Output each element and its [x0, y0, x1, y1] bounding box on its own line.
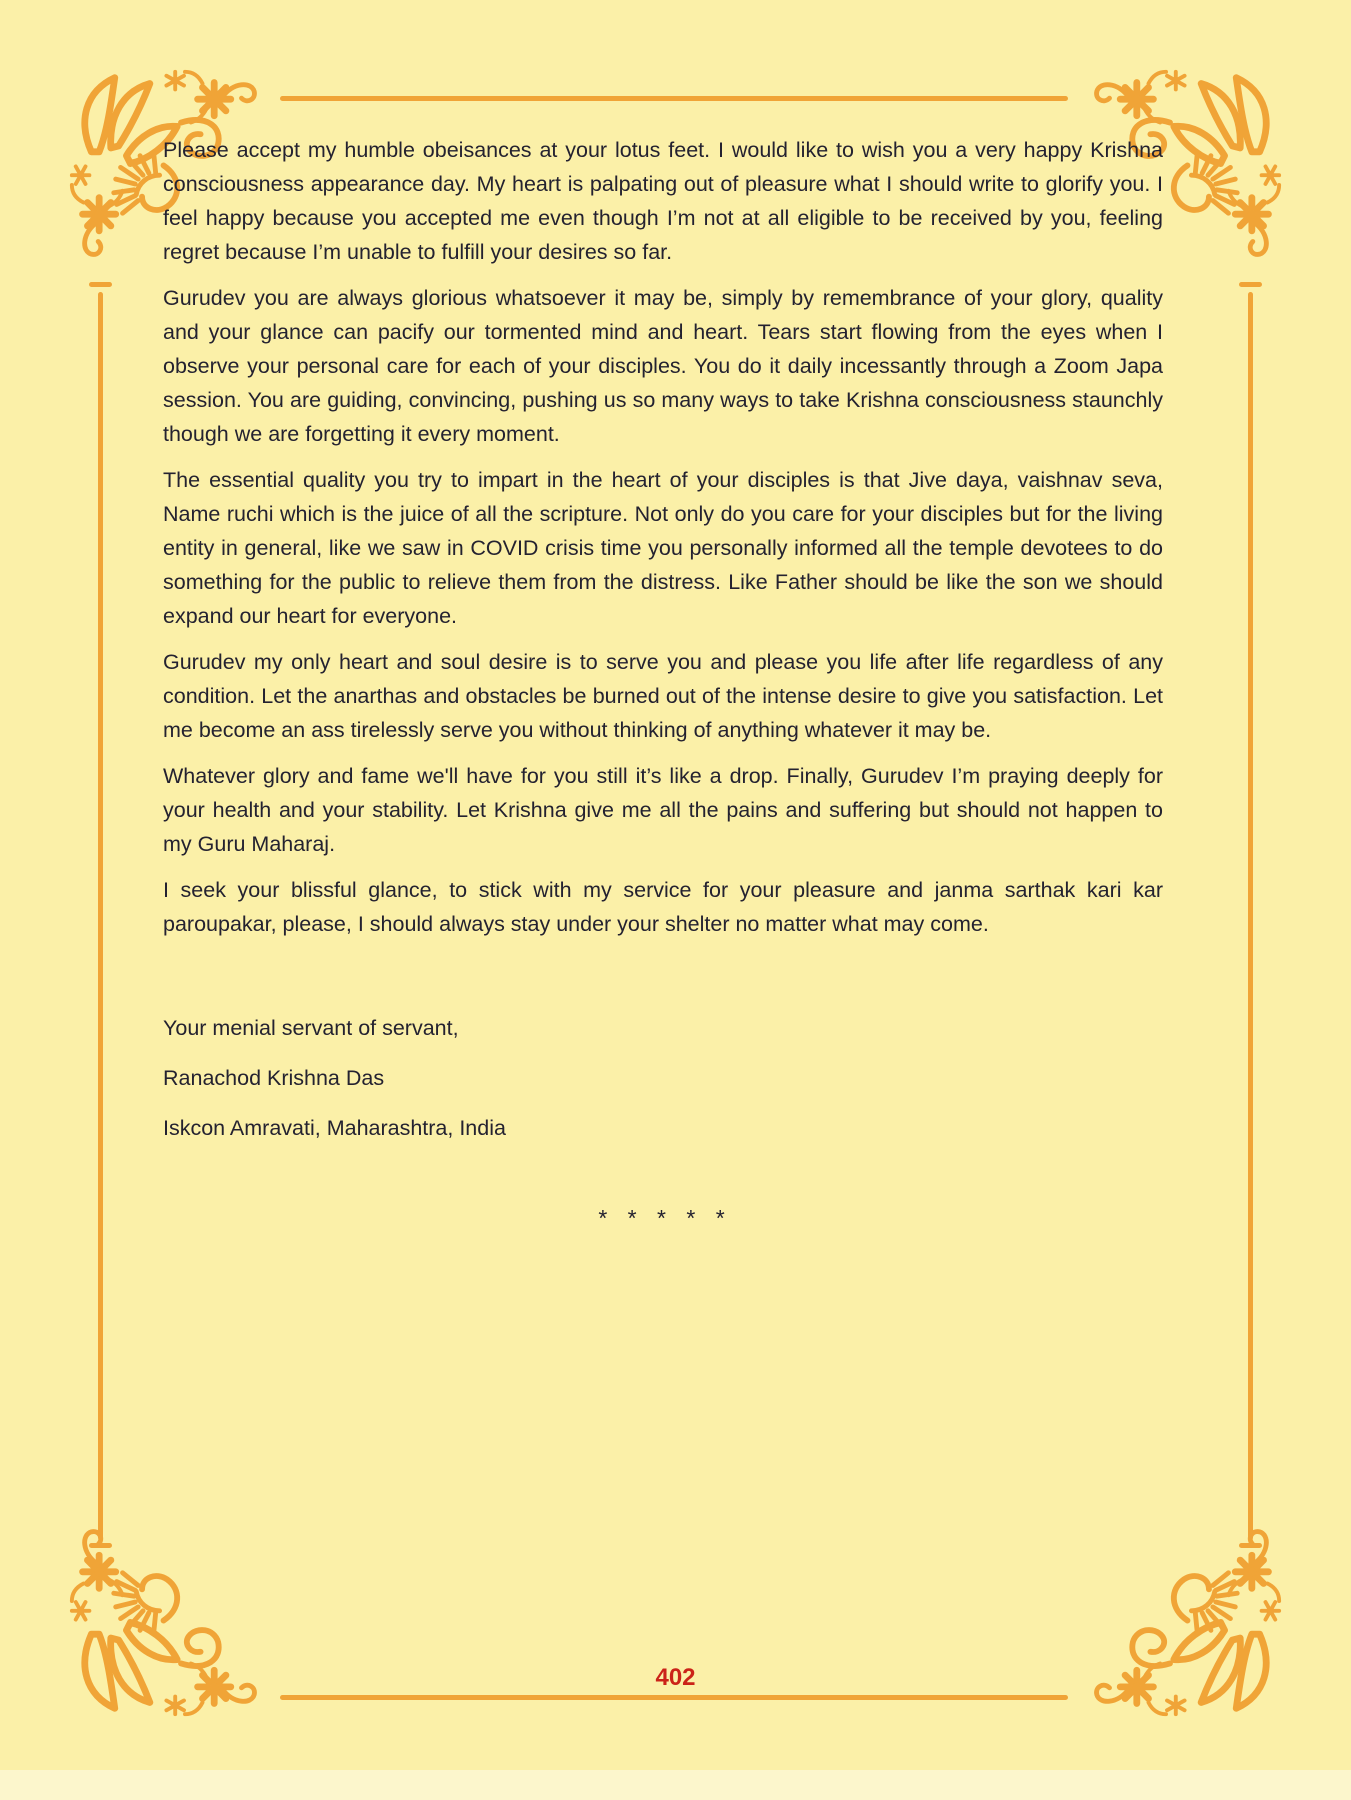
signature-line: Your menial servant of servant,: [163, 1016, 459, 1040]
letter-paragraph: Please accept my humble obeisances at your lotus feet. I would like to wish you a very happy Krishna consciousness appearance day. My heart is palpating out of pleasure what I should write to glorify you. I feel happy because you accepted me even though I’m not at all eligible to be received by you, feeling regret because I’m unable to fulfill your desires so far.: [163, 138, 1163, 264]
frame-border-left: [98, 292, 103, 1540]
letter-paragraph: Gurudev my only heart and soul desire is to serve you and please you life after life regardless of any condition. Let the anarthas and obstacles be burned out of the intense desire to give you satisfaction. Let me become an ass tirelessly serve you without thinking of anything whatever it may be.: [163, 650, 1163, 742]
frame-border-cap: [89, 1543, 112, 1548]
frame-border-bottom: [280, 1695, 1068, 1700]
frame-border-cap: [1239, 282, 1262, 287]
signature-line: Iskcon Amravati, Maharashtra, India: [163, 1116, 506, 1140]
signature-block: [163, 1011, 1163, 1145]
letter-paragraph: Gurudev you are always glorious whatsoever it may be, simply by remembrance of your glory, quality and your glance can pacify our tormented mind and heart. Tears start flowing from the eyes when I observe your personal care for each of your disciples. You do it daily incessantly through a Zoom Japa session. You are guiding, convincing, pushing us so many ways to take Krishna consciousness staunchly though we are forgetting it every moment.: [163, 286, 1163, 446]
frame-border-cap: [1239, 1543, 1262, 1548]
letter-paragraph: The essential quality you try to impart in the heart of your disciples is that Jive daya, vaishnav seva, Name ruchi which is the juice of all the scripture. Not only do you care for your disciples but for the living entity in general, like we saw in COVID crisis time you personally informed all the temple devotees to do something for the public to relieve them from the distress. Like Father should be like the son we should expand our heart for everyone.: [163, 468, 1163, 628]
section-separator-stars: * * * * *: [598, 1205, 728, 1231]
letter-paragraph: I seek your blissful glance, to stick with my service for your pleasure and janma sarthak kari kar paroupakar, please, I should always stay under your shelter no matter what may come.: [163, 878, 1163, 936]
frame-border-right: [1248, 292, 1253, 1540]
letter-body: [163, 133, 1163, 1235]
frame-border-cap: [89, 282, 112, 287]
signature-line: Ranachod Krishna Das: [163, 1066, 385, 1090]
page-edge-strip: [0, 1770, 1351, 1800]
letter-paragraph: Whatever glory and fame we'll have for you still it’s like a drop. Finally, Gurudev I’m praying deeply for your health and your stability. Let Krishna give me all the pains and suffering but should not happen to my Guru Maharaj.: [163, 764, 1163, 856]
frame-border-top: [280, 96, 1068, 101]
page-number: 402: [655, 1664, 696, 1691]
